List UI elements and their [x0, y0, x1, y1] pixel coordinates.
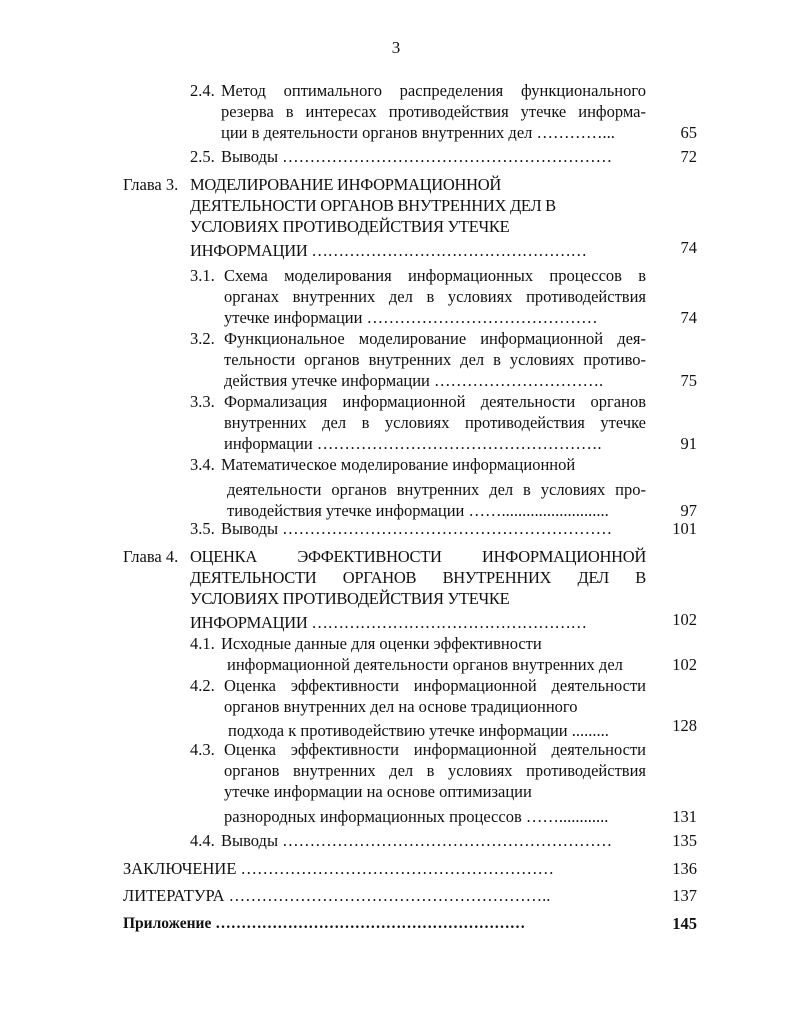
page-ref: 65 [680, 123, 697, 142]
toc-chapter-3[interactable] [0, 174, 792, 258]
entry-line: органов внутренних дел в условиях противодействия [224, 761, 646, 780]
entry-line: УСЛОВИЯХ ПРОТИВОДЕЙСТВИЯ УТЕЧКЕ [190, 589, 510, 608]
entry-number: 3.1. [190, 266, 215, 285]
entry-line: внутренних дел в условиях противодействия утечке [224, 413, 646, 432]
toc-entry-2-4[interactable] [0, 80, 792, 146]
toc-chapter-4[interactable] [0, 546, 792, 630]
entry-line: тиводействия утечке информации …….......................... [227, 501, 609, 520]
entry-line: подхода к противодействию утечке информации ......... [228, 721, 609, 740]
page-ref: 101 [672, 519, 697, 538]
toc-entry-3-3[interactable] [0, 391, 792, 455]
entry-line: утечке информации на основе оптимизации [224, 782, 532, 801]
entry-line: ОЦЕНКА ЭФФЕКТИВНОСТИ ИНФОРМАЦИОННОЙ [190, 547, 646, 566]
entry-line: разнородных информационных процессов ……............ [224, 807, 609, 826]
entry-line: Выводы …………………………………………………… [221, 831, 613, 850]
toc-entry-4-2[interactable] [0, 675, 792, 741]
entry-line: утечке информации …………………………………… [224, 308, 598, 327]
entry-number: Глава 3. [123, 175, 179, 194]
entry-line: Выводы …………………………………………………… [221, 147, 613, 166]
entry-line: информации ……………………………………………. [224, 434, 602, 453]
page-ref: 97 [680, 501, 697, 520]
page-ref: 74 [680, 238, 697, 257]
entry-line: действия утечке информации …………………………. [224, 371, 604, 390]
page-ref: 72 [680, 147, 697, 166]
toc-entry-3-4[interactable] [0, 454, 792, 524]
page-ref: 136 [672, 859, 697, 878]
entry-number: 3.4. [190, 455, 215, 474]
page-number: 3 [391, 38, 401, 57]
entry-line: Приложение …………………………………………………… [123, 915, 526, 932]
entry-line: МОДЕЛИРОВАНИЕ ИНФОРМАЦИОННОЙ [190, 175, 501, 194]
page-ref: 75 [680, 371, 697, 390]
entry-number: 3.2. [190, 329, 215, 348]
entry-line: Схема моделирования информационных процессов в [224, 266, 646, 285]
entry-line: Функциональное моделирование информационной дея- [224, 329, 646, 348]
entry-line: ИНФОРМАЦИИ …………………………………………… [190, 241, 587, 260]
toc-entry-2-5[interactable] [0, 146, 792, 168]
entry-number: 4.4. [190, 831, 215, 850]
entry-line: органов внутренних дел на основе традиционного [224, 697, 578, 716]
toc-conclusion[interactable] [0, 858, 792, 880]
entry-line: Формализация информационной деятельности органов [224, 392, 646, 411]
entry-line: ИНФОРМАЦИИ …………………………………………… [190, 613, 587, 632]
entry-line: УСЛОВИЯХ ПРОТИВОДЕЙСТВИЯ УТЕЧКЕ [190, 217, 510, 236]
toc-entry-3-2[interactable] [0, 328, 792, 392]
entry-line: органах внутренних дел в условиях противодействия [224, 287, 646, 306]
page-ref: 91 [680, 434, 697, 453]
entry-line: тельности органов внутренних дел в условиях противо- [224, 350, 646, 369]
entry-number: 2.4. [190, 81, 215, 100]
toc-entry-4-4[interactable] [0, 830, 792, 852]
entry-line: Математическое моделирование информационной [221, 455, 576, 474]
entry-number: 4.3. [190, 740, 215, 759]
page-ref: 102 [672, 655, 697, 674]
entry-number: Глава 4. [123, 547, 179, 566]
entry-line: ции в деятельности органов внутренних дел …………... [221, 123, 615, 142]
page-ref: 131 [672, 807, 697, 826]
entry-line: ЛИТЕРАТУРА ………………………………………………….. [123, 886, 551, 905]
toc-entry-3-5[interactable] [0, 518, 792, 540]
entry-line: Оценка эффективности информационной деятельности [224, 740, 646, 759]
entry-line: информационной деятельности органов внутренних дел [227, 655, 623, 674]
entry-number: 3.3. [190, 392, 215, 411]
page-ref: 137 [672, 886, 697, 905]
toc-entry-4-3[interactable] [0, 739, 792, 829]
entry-line: резерва в интересах противодействия утечке информа- [221, 102, 646, 121]
page-ref: 128 [672, 716, 697, 735]
entry-number: 3.5. [190, 519, 215, 538]
entry-line: ДЕЯТЕЛЬНОСТИ ОРГАНОВ ВНУТРЕННИХ ДЕЛ В [190, 568, 646, 587]
entry-number: 4.2. [190, 676, 215, 695]
toc-literature[interactable] [0, 885, 792, 907]
page-ref: 74 [680, 308, 697, 327]
entry-line: Исходные данные для оценки эффективности [221, 634, 542, 653]
entry-line: Оценка эффективности информационной деятельности [224, 676, 646, 695]
entry-line: Метод оптимального распределения функционального [221, 81, 646, 100]
entry-line: Выводы …………………………………………………… [221, 519, 613, 538]
page-ref: 145 [672, 914, 697, 933]
toc-appendix[interactable] [0, 913, 792, 935]
page-ref: 102 [672, 610, 697, 629]
toc-entry-3-1[interactable] [0, 265, 792, 329]
entry-number: 2.5. [190, 147, 215, 166]
entry-number: 4.1. [190, 634, 215, 653]
page-ref: 135 [672, 831, 697, 850]
entry-line: деятельности органов внутренних дел в условиях про- [227, 480, 646, 499]
entry-line: ДЕЯТЕЛЬНОСТИ ОРГАНОВ ВНУТРЕННИХ ДЕЛ В [190, 196, 556, 215]
entry-line: ЗАКЛЮЧЕНИЕ ………………………………………………… [123, 859, 555, 878]
toc-entry-4-1[interactable] [0, 633, 792, 677]
